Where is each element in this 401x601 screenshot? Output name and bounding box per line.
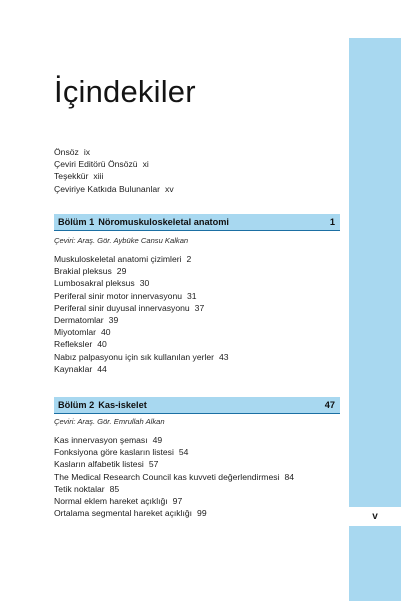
chapter-2-entries [54,434,294,519]
page-number: v [349,507,401,526]
entry-page: 97 [172,496,183,507]
entry-page: 57 [148,459,159,470]
chapter-title: Nöromuskuloskeletal anatomi [98,217,229,227]
entry-page: 30 [139,278,150,289]
entry-label: The Medical Research Council kas kuvveti değerlendirmesi [54,471,280,482]
entry-page: xiii [93,171,104,182]
entry-label: Periferal sinir motor innervasyonu [54,290,183,301]
entry-page: 99 [197,508,207,519]
entry-label: Kasların alfabetik listesi [54,459,144,470]
entry-label: Ortalama segmental hareket açıklığı [54,508,193,519]
entry-page: xv [165,183,174,194]
entry-page: xi [142,159,149,170]
chapter-page: 47 [324,400,335,410]
entry-label: Nabız palpasyonu için sık kullanılan yerler [54,351,215,362]
chapter-heading-label [58,217,229,227]
entry-label: Teşekkür [54,171,89,182]
entry-page: 31 [187,290,197,301]
entry-page: 43 [219,351,229,362]
list-item[interactable] [54,458,294,470]
list-item[interactable] [54,170,174,182]
list-item[interactable] [54,302,229,314]
list-item[interactable] [54,471,294,483]
entry-label: Refleksler [54,339,93,350]
list-item[interactable] [54,446,294,458]
list-item[interactable] [54,290,229,302]
entry-label: Miyotomlar [54,327,97,338]
list-item[interactable] [54,277,229,289]
entry-page: ix [83,147,91,157]
list-item[interactable] [54,158,174,170]
list-item[interactable] [54,495,294,507]
entry-page: 85 [109,483,120,494]
entry-label: Fonksiyona göre kasların listesi [54,447,174,458]
list-item[interactable] [54,507,294,519]
list-item[interactable] [54,338,229,350]
entry-label: Periferal sinir duyusal innervasyonu [54,302,190,313]
entry-page: 49 [152,435,163,445]
list-item[interactable] [54,265,229,277]
page-title: İçindekiler [54,74,196,109]
list-item[interactable] [54,146,174,158]
list-item[interactable] [54,483,294,495]
entry-label: Lumbosakral pleksus [54,278,135,289]
entry-page: 54 [178,447,189,458]
chapter-heading-label [58,400,147,410]
entry-page: 44 [97,363,107,374]
chapter-1-entries [54,253,229,375]
entry-label: Dermatomlar [54,315,104,326]
entry-label: Önsöz [54,147,79,157]
entry-label: Muskuloskeletal anatomi çizimleri [54,254,182,264]
translator-credit: Çeviri: Araş. Gör. Emrullah Alkan [54,417,165,426]
entry-page: 37 [194,302,205,313]
entry-page: 40 [97,339,107,350]
chapter-title: Kas-iskelet [98,400,147,410]
entry-page: 84 [284,471,295,482]
chapter-page: 1 [329,217,335,227]
entry-page: 40 [101,327,111,338]
entry-label: Kaynaklar [54,363,93,374]
front-matter-list [54,146,174,195]
entry-page: 29 [116,266,127,277]
list-item[interactable] [54,253,229,265]
chapter-heading-1[interactable] [54,214,340,231]
list-item[interactable] [54,363,229,375]
chapter-number: Bölüm 2 [58,400,95,410]
chapter-heading-2[interactable] [54,397,340,414]
entry-label: Tetik noktalar [54,483,105,494]
entry-label: Çeviriye Katkıda Bulunanlar [54,183,161,194]
chapter-number: Bölüm 1 [58,217,95,227]
list-item[interactable] [54,183,174,195]
entry-label: Normal eklem hareket açıklığı [54,496,168,507]
list-item[interactable] [54,434,294,446]
list-item[interactable] [54,326,229,338]
list-item[interactable] [54,314,229,326]
translator-credit: Çeviri: Araş. Gör. Aybüke Cansu Kalkan [54,236,189,245]
entry-label: Çeviri Editörü Önsözü [54,159,138,170]
entry-label: Brakial pleksus [54,266,112,277]
list-item[interactable] [54,351,229,363]
entry-label: Kas innervasyon şeması [54,435,148,445]
entry-page: 39 [108,315,119,326]
entry-page: 2 [186,254,192,264]
